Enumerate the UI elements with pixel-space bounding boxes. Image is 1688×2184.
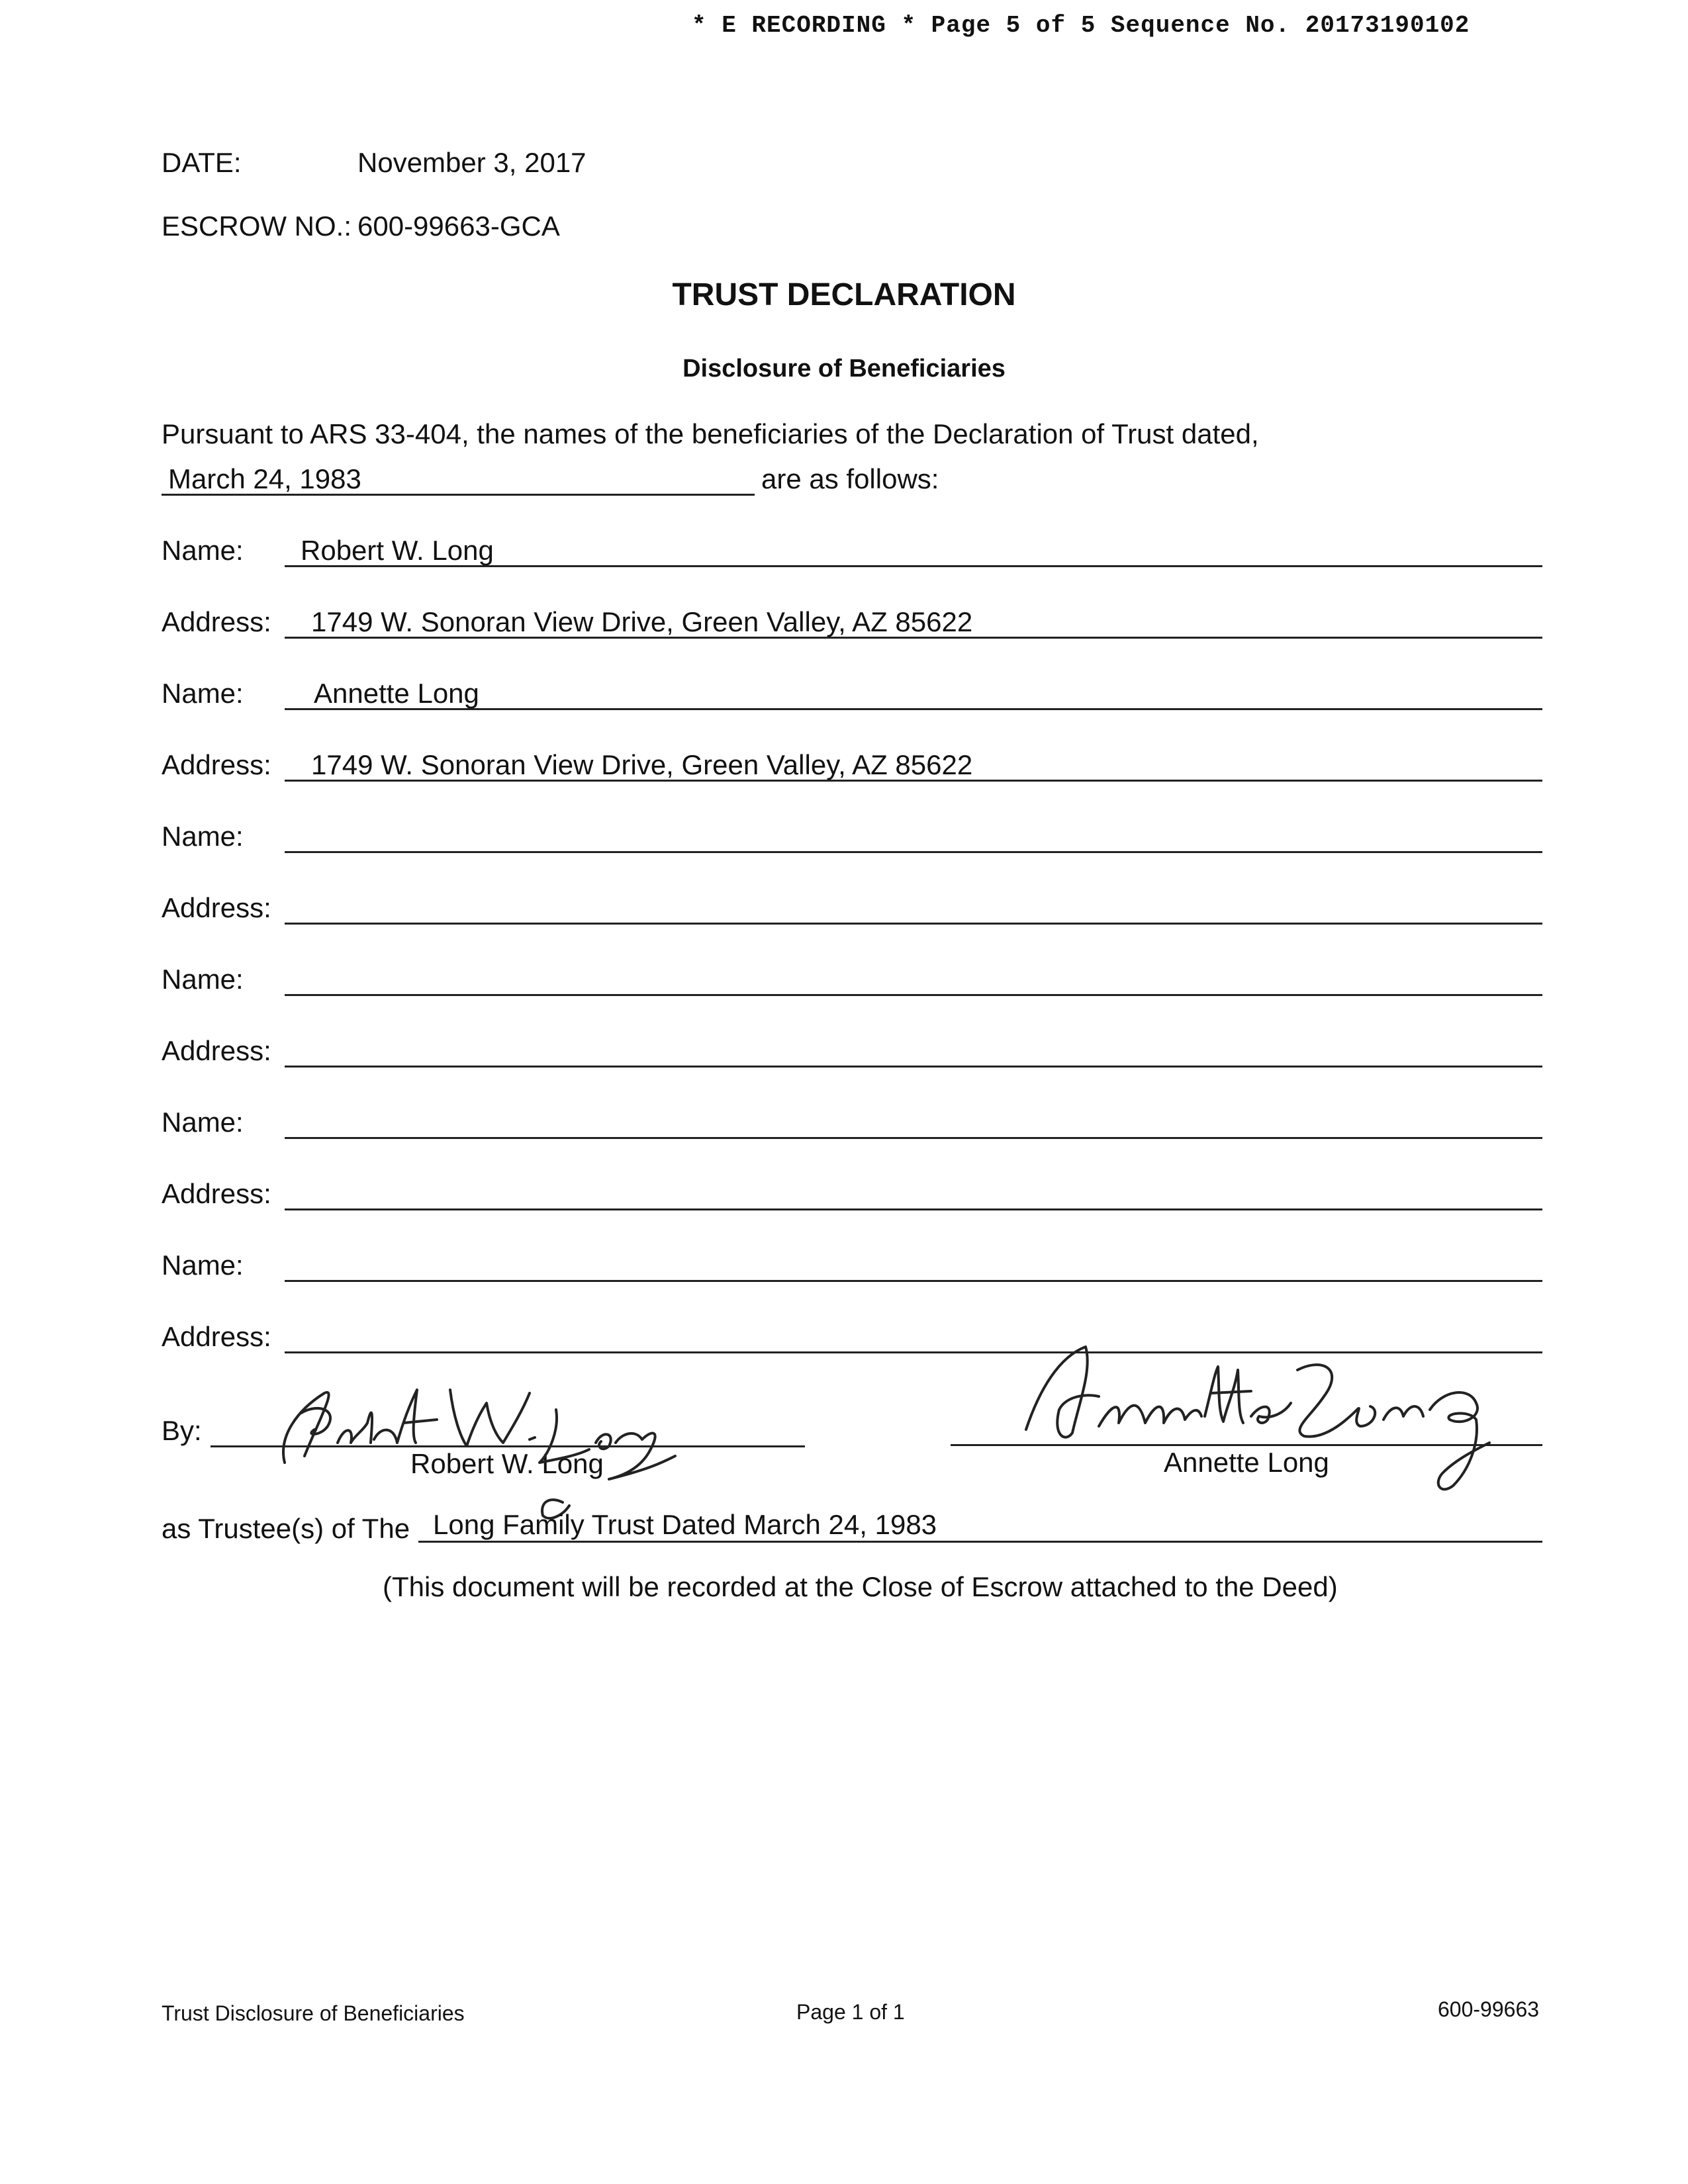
beneficiary-name: Annette Long (314, 678, 479, 709)
trustee-of-label: as Trustee(s) of The (162, 1513, 410, 1544)
name-underline (285, 1137, 1542, 1139)
trust-name: Long Family Trust Dated March 24, 1983 (433, 1509, 937, 1540)
address-label: Address: (162, 1321, 271, 1352)
footer-page-number: Page 1 of 1 (796, 2000, 905, 2024)
name-underline (285, 708, 1542, 710)
name-underline (285, 1280, 1542, 1282)
address-label: Address: (162, 892, 271, 923)
address-underline (285, 1208, 1542, 1210)
intro-trust-date: March 24, 1983 (168, 463, 361, 494)
address-underline (285, 923, 1542, 925)
name-underline (285, 851, 1542, 853)
beneficiary-address: 1749 W. Sonoran View Drive, Green Valley, AZ 85622 (311, 606, 973, 637)
trustee2-name: Annette Long (1164, 1447, 1329, 1478)
address-label: Address: (162, 1178, 271, 1209)
name-label: Name: (162, 821, 244, 852)
address-label: Address: (162, 749, 271, 780)
page-subtitle: Disclosure of Beneficiaries (682, 355, 1006, 383)
escrow-value: 600-99663-GCA (357, 210, 560, 242)
intro-suffix: are as follows: (761, 463, 939, 494)
page-title: TRUST DECLARATION (672, 277, 1016, 312)
signature-annette-long (1013, 1330, 1529, 1502)
trust-date-underline (162, 494, 755, 496)
trust-name-underline (418, 1541, 1542, 1543)
signature-robert-long (238, 1363, 675, 1522)
intro-text: Pursuant to ARS 33-404, the names of the beneficiaries of the Declaration of Trust dated, (162, 418, 1259, 449)
address-label: Address: (162, 1035, 271, 1066)
recording-stamp: * E RECORDING * Page 5 of 5 Sequence No. 20173190102 (692, 12, 1470, 39)
address-label: Address: (162, 606, 271, 637)
escrow-label: ESCROW NO.: (162, 210, 352, 242)
date-label: DATE: (162, 147, 242, 178)
trustee1-name: Robert W. Long (410, 1448, 604, 1479)
name-label: Name: (162, 535, 244, 566)
name-label: Name: (162, 964, 244, 995)
footer-doc-title: Trust Disclosure of Beneficiaries (162, 2001, 465, 2025)
name-label: Name: (162, 678, 244, 709)
name-underline (285, 994, 1542, 996)
address-underline (285, 637, 1542, 639)
name-underline (285, 565, 1542, 567)
date-value: November 3, 2017 (357, 147, 586, 178)
address-underline (285, 780, 1542, 782)
beneficiary-address: 1749 W. Sonoran View Drive, Green Valley, AZ 85622 (311, 749, 973, 780)
name-label: Name: (162, 1250, 244, 1281)
footer-escrow-ref: 600-99663 (1438, 1997, 1540, 2021)
recording-note: (This document will be recorded at the Close of Escrow attached to the Deed) (383, 1571, 1338, 1602)
by-label: By: (162, 1415, 202, 1446)
name-label: Name: (162, 1107, 244, 1138)
address-underline (285, 1066, 1542, 1068)
beneficiary-name: Robert W. Long (301, 535, 494, 566)
